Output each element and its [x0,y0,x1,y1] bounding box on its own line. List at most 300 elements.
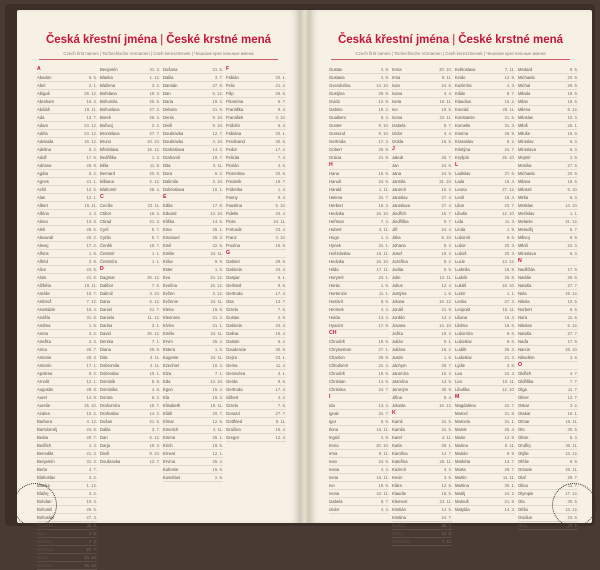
first-name: Lubomír [455,235,471,240]
name-day-date: 18. 6. [567,99,578,104]
name-day-row [392,90,452,98]
first-name: Izabela [392,123,406,128]
first-name: Albína [37,211,49,216]
first-name: Felix [226,83,235,88]
name-day-row [392,250,452,258]
first-name: Milivoj [518,235,530,240]
name-day-date: 12. 9. [378,99,389,104]
name-day-date: 5. 7. [151,227,160,232]
name-day-date: 23. 11. [439,499,452,504]
name-day-row [37,290,97,298]
first-name: Hanuš [329,179,342,184]
name-day-row [455,402,515,410]
first-name: Květoslav [392,539,411,544]
name-day-date: 4. 4. [443,131,452,136]
name-day-date: 24. 12. [84,131,97,136]
first-name: Magdaléna [455,403,476,408]
name-day-row [100,298,160,306]
first-name: Kevin [392,475,403,480]
name-day-date: 18. 3. [212,395,223,400]
name-day-row [455,354,515,362]
name-day-date: 18. 10. [502,283,515,288]
name-day-date: 27. 4. [441,195,452,200]
first-name: Doubravko [163,139,184,144]
name-day-row [226,226,286,234]
name-day-row [329,338,389,346]
first-name: Jaroslava [392,203,410,208]
name-day-row [455,250,515,258]
name-day-date: 4. 12. [86,419,97,424]
first-name: Milosrd [518,187,532,192]
first-name: Břetislava [100,147,119,152]
name-day-date: 3. 8. [569,355,578,360]
name-day-date: 9. 3. [277,107,286,112]
first-name: Ferdinand [226,139,245,144]
name-day-row [455,210,515,218]
name-day-row [392,442,452,450]
planner-spread [5,4,595,568]
name-day-row [226,178,286,186]
name-day-row [163,458,223,466]
name-day-row [518,282,578,290]
first-name: Ctirad [100,219,112,224]
name-day-date: 18. 11. [376,251,389,256]
name-day-row [455,154,515,162]
first-name: Ofélie [518,459,529,464]
name-day-row [37,402,97,410]
name-day-row [226,330,286,338]
name-day-row [100,170,160,178]
first-name: Kryštof [392,523,406,528]
name-day-date: 12. 8. [441,483,452,488]
name-day-row [100,90,160,98]
name-day-date: 16. 9. [567,131,578,136]
name-day-date: 21. 9. [504,499,515,504]
first-name: Ervína [163,459,176,464]
first-name: Aneta [37,331,48,336]
name-day-date: 20. 7. [212,411,223,416]
name-day-date: 6. 3. [569,139,578,144]
name-day-date: 3. 2. [88,331,97,336]
first-name: Gizela [226,403,238,408]
first-name: Ingrid [329,435,340,440]
first-name: Elena [163,307,174,312]
first-name: Agnes [37,179,49,184]
name-day-date: 11. 11. [502,475,515,480]
first-name: Mečislav [518,211,535,216]
name-day-date: 27. 7. [86,547,97,552]
name-day-date: 22. 11. [439,115,452,120]
name-day-row [226,386,286,394]
first-name: Olina [518,483,528,488]
name-day-date: 8. 6. [569,67,578,72]
name-day-row [100,122,160,130]
name-day-row [329,450,389,458]
first-name: Jindřich [392,211,407,216]
name-day-row [163,338,223,346]
name-day-row [329,498,389,506]
name-day-row [392,170,452,178]
name-day-date: 17. 1. [86,363,97,368]
first-name: Leo [455,379,462,384]
first-name: Ivana [392,91,403,96]
name-day-date: 5. 2. [88,171,97,176]
name-day-date: 14. 5. [441,507,452,512]
name-day-row [329,426,389,434]
name-day-row [100,410,160,418]
name-day-date: 1. 3. [88,443,97,448]
name-day-date: 10. 1. [149,371,160,376]
first-name: Lýdie [455,363,466,368]
name-day-date: 7. 5. [277,403,286,408]
name-day-date: 4. 4. [380,467,389,472]
name-day-date: 14. 10. [376,83,389,88]
first-name: Irena [329,443,339,448]
name-day-date: 11. 7. [567,387,578,392]
right-page [309,10,592,544]
name-day-date: 3. 11. [378,227,389,232]
name-day-date: 9. 6. [277,283,286,288]
first-name: Antonín [37,363,52,368]
name-day-date: 24. 12. [84,123,97,128]
name-day-date: 5. 5. [443,267,452,272]
first-name: Jáchym [392,363,407,368]
name-day-row [392,314,452,322]
first-name: Blanka [100,75,113,80]
first-name: Chlodomir [329,363,349,368]
name-day-date: 5. 10. [441,235,452,240]
first-name: Iveta [329,475,339,480]
name-day-date: 27. 7. [567,331,578,336]
name-day-date: 24. 6. [441,83,452,88]
name-day-date: 4. 3. [443,467,452,472]
name-day-row [455,442,515,450]
first-name: Miloň [518,243,529,248]
name-day-row [392,186,452,194]
first-name: Gabriela [226,323,242,328]
first-name: Abel [37,83,46,88]
first-name: Konstantin [455,115,475,120]
first-name: Ambrož [37,299,52,304]
name-day-row [329,106,389,114]
name-day-row [37,90,97,98]
name-day-date: 4. 11. [149,363,160,368]
name-day-row [329,402,389,410]
first-name: Debora [163,107,177,112]
first-name: Gustýna [329,91,345,96]
name-day-row [37,226,97,234]
name-day-date: 8. 3. [443,243,452,248]
name-day-row [226,306,286,314]
name-day-date: 21. 5. [504,115,515,120]
name-day-row [37,186,97,194]
name-day-row [37,474,97,482]
name-day-row [392,346,452,354]
name-day-row [37,554,97,562]
first-name: Bohumila [100,99,118,104]
name-day-date: 28. 1. [441,443,452,448]
name-day-date: 10. 10. [84,555,97,560]
name-day-date: 22. 3. [504,371,515,376]
first-name: Nela [518,291,527,296]
name-day-row [392,530,452,538]
first-name: Lada [455,179,465,184]
name-day-date: 29. 7. [86,435,97,440]
name-day-row [163,394,223,402]
name-day-row [100,370,160,378]
first-name: Alexandr [37,235,54,240]
name-day-date: 21. 5. [212,67,223,72]
name-day-date: 14. 2. [149,411,160,416]
first-name: Dobroslav [100,371,119,376]
name-day-row [163,226,223,234]
name-day-date: 20. 8. [149,171,160,176]
name-day-row [37,202,97,210]
first-name: Octavie [518,467,533,472]
name-day-row [100,162,160,170]
name-day-date: 9. 1. [443,339,452,344]
name-day-row [37,234,97,242]
section-letter: M [455,394,460,400]
name-day-date: 20. 9. [567,171,578,176]
name-day-row [163,410,223,418]
first-name: Ivona [392,115,403,120]
first-name: Krasoslav [455,139,474,144]
name-day-row [392,194,452,202]
name-day-date: 15. 2. [504,99,515,104]
first-name: Jaromír [392,187,407,192]
first-name: Dalimila [163,179,178,184]
name-day-date: 12. 11. [439,275,452,280]
name-day-date: 16. 10. [376,259,389,264]
first-name: Erika [163,259,173,264]
first-name: Adelaida [37,139,54,144]
right-page-title [309,34,592,46]
first-name: Františka [226,107,244,112]
first-name: Emerich [163,427,179,432]
letter-heading [226,66,286,74]
name-day-row [329,298,389,306]
name-day-date: 16. 4. [275,331,286,336]
first-name: Igor [329,419,337,424]
name-day-row [518,338,578,346]
first-name: Bohdan [37,499,52,504]
name-day-date: 24. 3. [275,323,286,328]
name-day-row [518,266,578,274]
first-name: Ivo [329,483,335,488]
first-name: Hyacint [329,323,343,328]
name-day-row [392,258,452,266]
first-name: Čestmír [100,251,115,256]
name-day-row [455,98,515,106]
name-day-date: 3. 2. [569,403,578,408]
name-day-date: 6. 2. [151,395,160,400]
name-day-date: 1. 6. [443,355,452,360]
name-day-row [226,130,286,138]
name-day-date: 28. 8. [378,91,389,96]
name-day-row [329,210,389,218]
name-day-row [518,122,578,130]
section-letter: D [100,266,104,272]
name-day-date: 18. 5. [212,443,223,448]
name-day-row [163,202,223,210]
first-name: Matouš [455,499,469,504]
name-day-row [329,234,389,242]
letter-heading [163,194,223,202]
first-name: Kryšpín [455,155,470,160]
name-day-row [100,386,160,394]
name-day-date: 31. 7. [378,195,389,200]
first-name: Běla [100,163,109,168]
name-day-row [329,490,389,498]
name-day-date: 2. 1. [88,83,97,88]
name-day-date: 12. 6. [212,419,223,424]
name-column [329,66,389,512]
name-day-row [37,546,97,554]
name-day-row [163,354,223,362]
first-name: Martina [455,483,469,488]
first-name: Alan [37,195,46,200]
first-name: Arnošt [37,379,50,384]
name-day-row [163,234,223,242]
first-name: Jaroslav [392,195,408,200]
name-day-date: 9. 10. [378,131,389,136]
name-day-row [392,130,452,138]
name-day-row [518,154,578,162]
name-day-date: 30. 12. [147,275,160,280]
name-day-date: 31. 5. [86,315,97,320]
first-name: Julius [392,283,403,288]
name-day-date: 4. 4. [380,507,389,512]
name-day-row [455,370,515,378]
first-name: Gorazd [226,411,240,416]
name-day-row [455,186,515,194]
first-name: Kristián [392,507,406,512]
name-day-date: 27. 12. [502,187,515,192]
name-day-date: 16. 3. [378,203,389,208]
name-day-row [392,370,452,378]
first-name: Abdiáš [37,107,50,112]
first-name: Hubert [329,227,342,232]
first-name: Jovana [392,323,406,328]
name-day-date: 17. 12. [565,491,578,496]
first-name: Fanny [226,195,238,200]
name-day-date: 21. 8. [504,411,515,416]
name-day-row [455,386,515,394]
name-day-date: 8. 7. [380,499,389,504]
name-day-row [37,170,97,178]
name-day-date: 27. 9. [212,83,223,88]
section-letter: N [518,258,522,264]
first-name: Dana [100,299,111,304]
name-day-date: 1. 12. [149,75,160,80]
first-name: Leona [455,187,467,192]
first-name: Dagmar [100,275,115,280]
name-day-row [163,362,223,370]
name-day-date: 23. 6. [86,267,97,272]
first-name: Christina [329,387,346,392]
name-day-date: 2. 9. [380,435,389,440]
first-name: Olympie [518,491,534,496]
name-day-row [455,338,515,346]
name-day-date: 3. 2. [88,491,97,496]
name-day-date: 28. 5. [86,227,97,232]
name-day-row [37,154,97,162]
name-day-row [455,202,515,210]
name-day-row [37,242,97,250]
name-day-date: 4. 5. [277,163,286,168]
name-day-row [329,354,389,362]
name-day-row [226,234,286,242]
name-day-row [392,178,452,186]
name-day-row [455,314,515,322]
name-day-row [518,162,578,170]
first-name: Libuše [455,211,468,216]
section-letter: C [100,194,104,200]
first-name: Bruno [37,555,49,560]
name-day-date: 9. 6. [506,331,515,336]
first-name: Milada [518,91,531,96]
first-name: Miloš [518,123,528,128]
first-name: Anděla [37,315,51,320]
name-day-date: 25. 7. [441,155,452,160]
name-day-date: 7. 3. [277,155,286,160]
name-day-row [100,354,160,362]
first-name: Michaela [518,171,535,176]
first-name: Otýlie [518,451,529,456]
first-name: Elvíra [163,323,174,328]
first-name: Medard [518,67,533,72]
name-day-date: 13. 12. [565,451,578,456]
first-name: Alfons [37,251,49,256]
name-day-row [392,66,452,74]
name-day-row [37,538,97,546]
name-day-row [329,146,389,154]
first-name: Michal [518,83,531,88]
first-name: Kornelie [455,123,471,128]
name-day-row [163,210,223,218]
name-column [163,66,223,506]
first-name: Izidor [392,131,403,136]
name-day-row [163,74,223,82]
section-letter: O [518,362,523,368]
name-day-date: 26. 7. [86,347,97,352]
left-title-slovak: České krstné mená [166,34,272,46]
name-day-date: 31. 10. [439,179,452,184]
first-name: Gunter [329,123,342,128]
first-name: Gertruda [226,387,243,392]
name-day-row [163,258,223,266]
name-day-row [329,386,389,394]
first-name: Metoděj [518,227,533,232]
name-day-date: 26. 3. [86,355,97,360]
section-letter: E [163,194,167,200]
name-day-date: 24. 6. [378,179,389,184]
name-day-date: 8. 4. [380,115,389,120]
name-day-row [392,290,452,298]
first-name: Ivan [392,83,400,88]
name-day-date: 2. 3. [88,339,97,344]
first-name: Dan [100,435,108,440]
name-day-date: 15. 7. [441,211,452,216]
first-name: Lumír [455,291,466,296]
name-day-date: 3. 1. [277,371,286,376]
name-day-row [392,98,452,106]
name-day-row [392,514,452,522]
name-day-date: 17. 3. [275,291,286,296]
name-day-date: 7. 12. [86,299,97,304]
first-name: Darina [100,323,113,328]
